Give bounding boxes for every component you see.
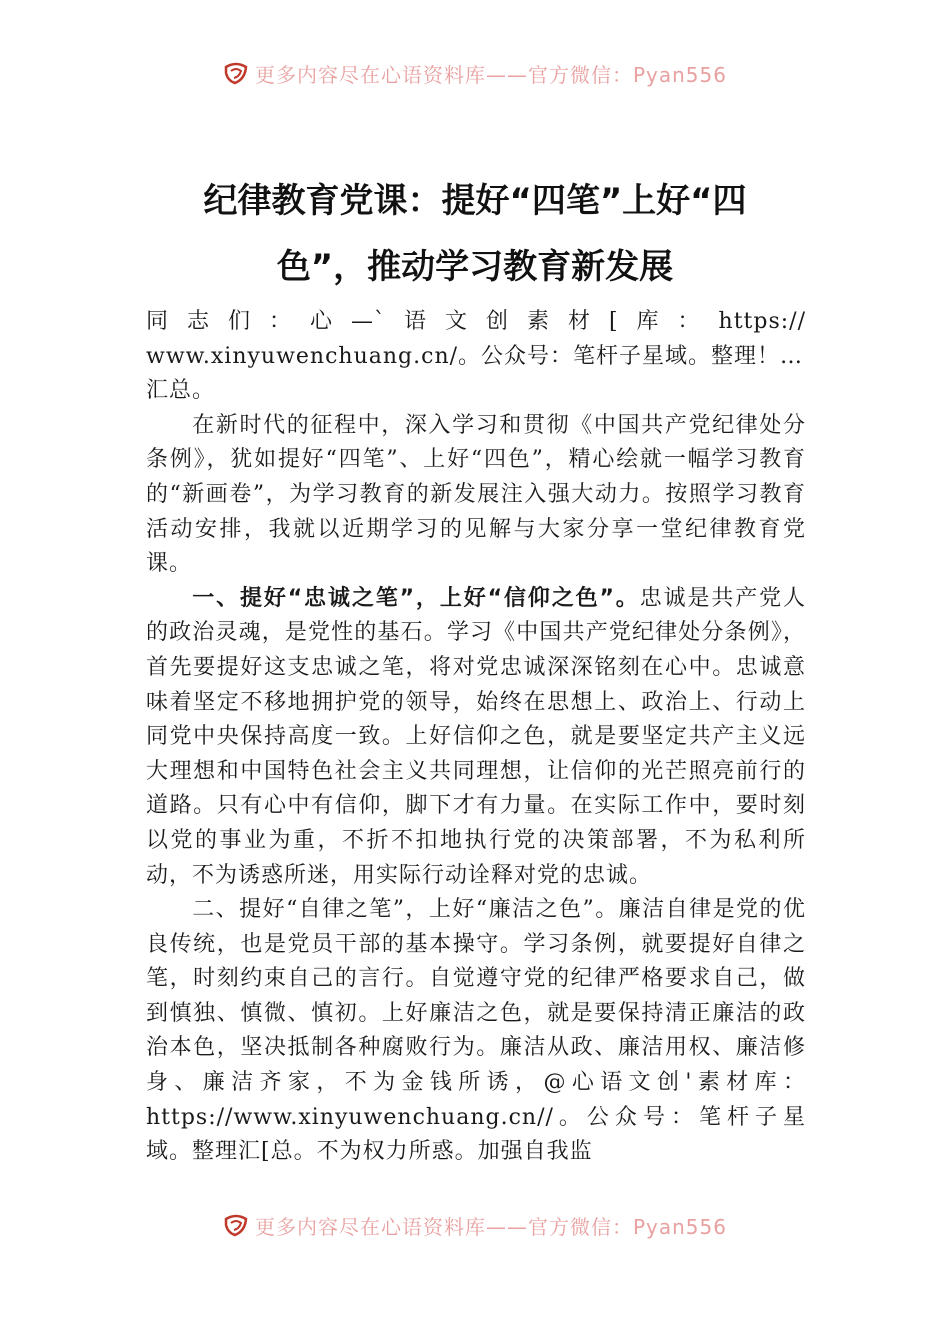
logo-icon — [223, 61, 249, 85]
bottom-watermark-banner — [0, 1210, 950, 1240]
intro-paragraph: 在新时代的征程中，深入学习和贯彻《中国共产党纪律处分条例》，犹如提好“四笔”、上好“四色”，精心绘就一幅学习教育的“新画卷”，为学习教育的新发展注入强大动力。按照学习教育活动安排，我就以近期学习的见解与大家分享一堂纪律教育党课。 — [146, 412, 806, 577]
title-line-1: 纪律教育党课：提好“四笔”上好“四 — [203, 181, 747, 221]
title-line-2: 色”，推动学习教育新发展 — [276, 247, 674, 287]
greeting-line-2: www.xinyuwenchuang.cn/。公众号：笔杆子星域。整理！… — [146, 343, 804, 369]
section-1-heading: 一、提好“忠诚之笔”，上好“信仰之色”。 — [192, 585, 640, 611]
logo-icon — [223, 1213, 249, 1237]
top-watermark-banner — [0, 58, 950, 88]
banner-text: 更多内容尽在心语资料库——官方微信：Pyan556 — [254, 1214, 727, 1239]
section-1-body: 忠诚是共产党人的政治灵魂，是党性的基石。学习《中国共产党纪律处分条例》，首先要提好这支忠诚之笔，将对党忠诚深深铭刻在心中。忠诚意味着坚定不移地拥护党的领导，始终在思想上、政治上、行动上同党中央保持高度一致。上好信仰之色，就是要坚定共产主义远大理想和中国特色社会主义共同理想，让信仰的光芒照亮前行的道路。只有心中有信仰，脚下才有力量。在实际工作中，要时刻以党的事业为重，不折不扣地执行党的决策部署，不为私利所动，不为诱惑所迷，用实际行动诠释对党的忠诚。 — [146, 585, 806, 888]
document-body — [146, 305, 806, 1170]
greeting-line-1: 同志们：心—`语文创素材[库：https:// — [146, 309, 806, 334]
page-title — [140, 168, 810, 300]
section-1-paragraph — [146, 582, 806, 893]
greeting-line-3: 汇总。 — [146, 378, 216, 404]
section-2-paragraph: 二、提好“自律之笔”，上好“廉洁之色”。廉洁自律是党的优良传统，也是党员干部的基本操守。学习条例，就要提好自律之笔，时刻约束自己的言行。自觉遵守党的纪律严格要求自己，做到慎独、慎微、慎初。上好廉洁之色，就是要保持清正廉洁的政治本色，坚决抵制各种腐败行为。廉洁从政、廉洁用权、廉洁修身、廉洁齐家，不为金钱所诱，@心语文创'素材库：https://www.xinyuwenchuang.cn//。公众号：笔杆子星域。整理汇[总。不为权力所惑。加强自我监 — [146, 897, 806, 1165]
banner-text: 更多内容尽在心语资料库——官方微信：Pyan556 — [254, 62, 727, 87]
